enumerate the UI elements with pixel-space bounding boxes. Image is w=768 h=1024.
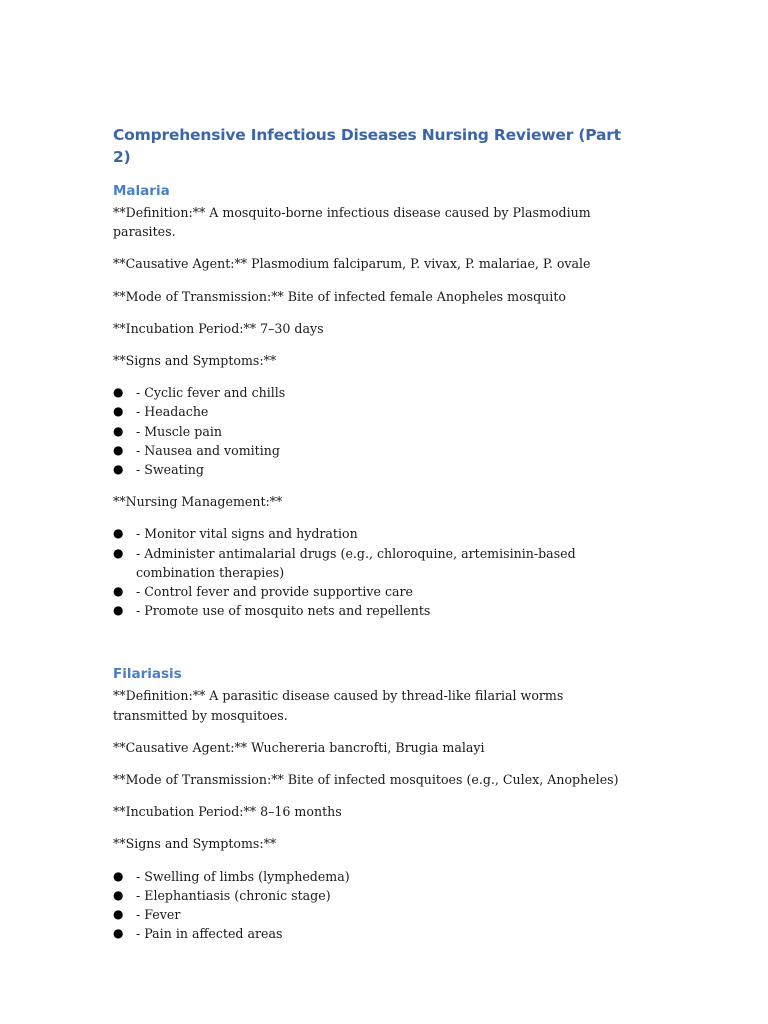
list-item: [113, 422, 633, 441]
signs-list: [113, 867, 633, 944]
nursing-management-label: **Nursing Management:**: [113, 494, 283, 510]
bullet-icon: ●: [113, 887, 124, 902]
list-item: [113, 524, 633, 543]
list-item-text: - Pain in affected areas: [136, 926, 283, 942]
signs-label: **Signs and Symptoms:**: [113, 353, 277, 369]
bullet-icon: ●: [113, 423, 124, 438]
bullet-icon: ●: [113, 907, 124, 922]
list-item: [113, 924, 633, 943]
section-malaria: [113, 182, 633, 620]
bullet-icon: ●: [113, 385, 124, 400]
list-item: [113, 441, 633, 460]
bullet-icon: ●: [113, 404, 124, 419]
list-item-text: - Nausea and vomiting: [136, 442, 280, 458]
list-item: [113, 601, 633, 620]
list-item: [113, 905, 633, 924]
bullet-icon: ●: [113, 926, 124, 941]
list-item-text: - Headache: [136, 404, 209, 420]
list-item-text: - Sweating: [136, 462, 204, 478]
list-item-text: - Elephantiasis (chronic stage): [136, 887, 331, 903]
mode-of-transmission-paragraph: **Mode of Transmission:** Bite of infected female Anopheles mosquito: [113, 288, 566, 304]
bullet-icon: ●: [113, 526, 124, 541]
document-page: [113, 124, 633, 943]
bullet-icon: ●: [113, 868, 124, 883]
bullet-icon: ●: [113, 545, 124, 560]
bullet-icon: ●: [113, 603, 124, 618]
bullet-icon: ●: [113, 442, 124, 457]
document-title: Comprehensive Infectious Diseases Nursing Reviewer (Part 2): [113, 126, 621, 166]
list-item-text: - Fever: [136, 907, 181, 923]
list-item: [113, 582, 633, 601]
list-item: [113, 867, 633, 886]
bullet-icon: ●: [113, 584, 124, 599]
list-item: [113, 383, 633, 402]
causative-agent-paragraph: **Causative Agent:** Wuchereria bancrofti, Brugia malayi: [113, 739, 485, 755]
signs-list: [113, 383, 633, 479]
nursing-list: [113, 524, 633, 620]
list-item-text: - Administer antimalarial drugs (e.g., chloroquine, artemisinin-based combination therapies): [136, 545, 576, 580]
signs-label: **Signs and Symptoms:**: [113, 836, 277, 852]
incubation-period-paragraph: **Incubation Period:** 8–16 months: [113, 804, 342, 820]
list-item-text: - Muscle pain: [136, 423, 222, 439]
list-item-text: - Cyclic fever and chills: [136, 385, 286, 401]
causative-agent-paragraph: **Causative Agent:** Plasmodium falciparum, P. vivax, P. malariae, P. ovale: [113, 256, 591, 272]
list-item-text: - Monitor vital signs and hydration: [136, 526, 358, 542]
list-item: [113, 402, 633, 421]
list-item-text: - Swelling of limbs (lymphedema): [136, 868, 350, 884]
bullet-icon: ●: [113, 462, 124, 477]
incubation-period-paragraph: **Incubation Period:** 7–30 days: [113, 320, 324, 336]
definition-paragraph: **Definition:** A mosquito-borne infectious disease caused by Plasmodium parasites.: [113, 205, 591, 240]
definition-paragraph: **Definition:** A parasitic disease caused by thread-like filarial worms transmitted by mosquitoes.: [113, 688, 564, 723]
list-item-text: - Promote use of mosquito nets and repellents: [136, 603, 431, 619]
list-item: [113, 460, 633, 479]
list-item-text: - Control fever and provide supportive care: [136, 584, 413, 600]
section-heading: Malaria: [113, 183, 170, 199]
list-item: [113, 886, 633, 905]
mode-of-transmission-paragraph: **Mode of Transmission:** Bite of infected mosquitoes (e.g., Culex, Anopheles): [113, 772, 619, 788]
section-filariasis: [113, 665, 633, 943]
section-heading: Filariasis: [113, 666, 182, 683]
list-item: [113, 544, 633, 582]
